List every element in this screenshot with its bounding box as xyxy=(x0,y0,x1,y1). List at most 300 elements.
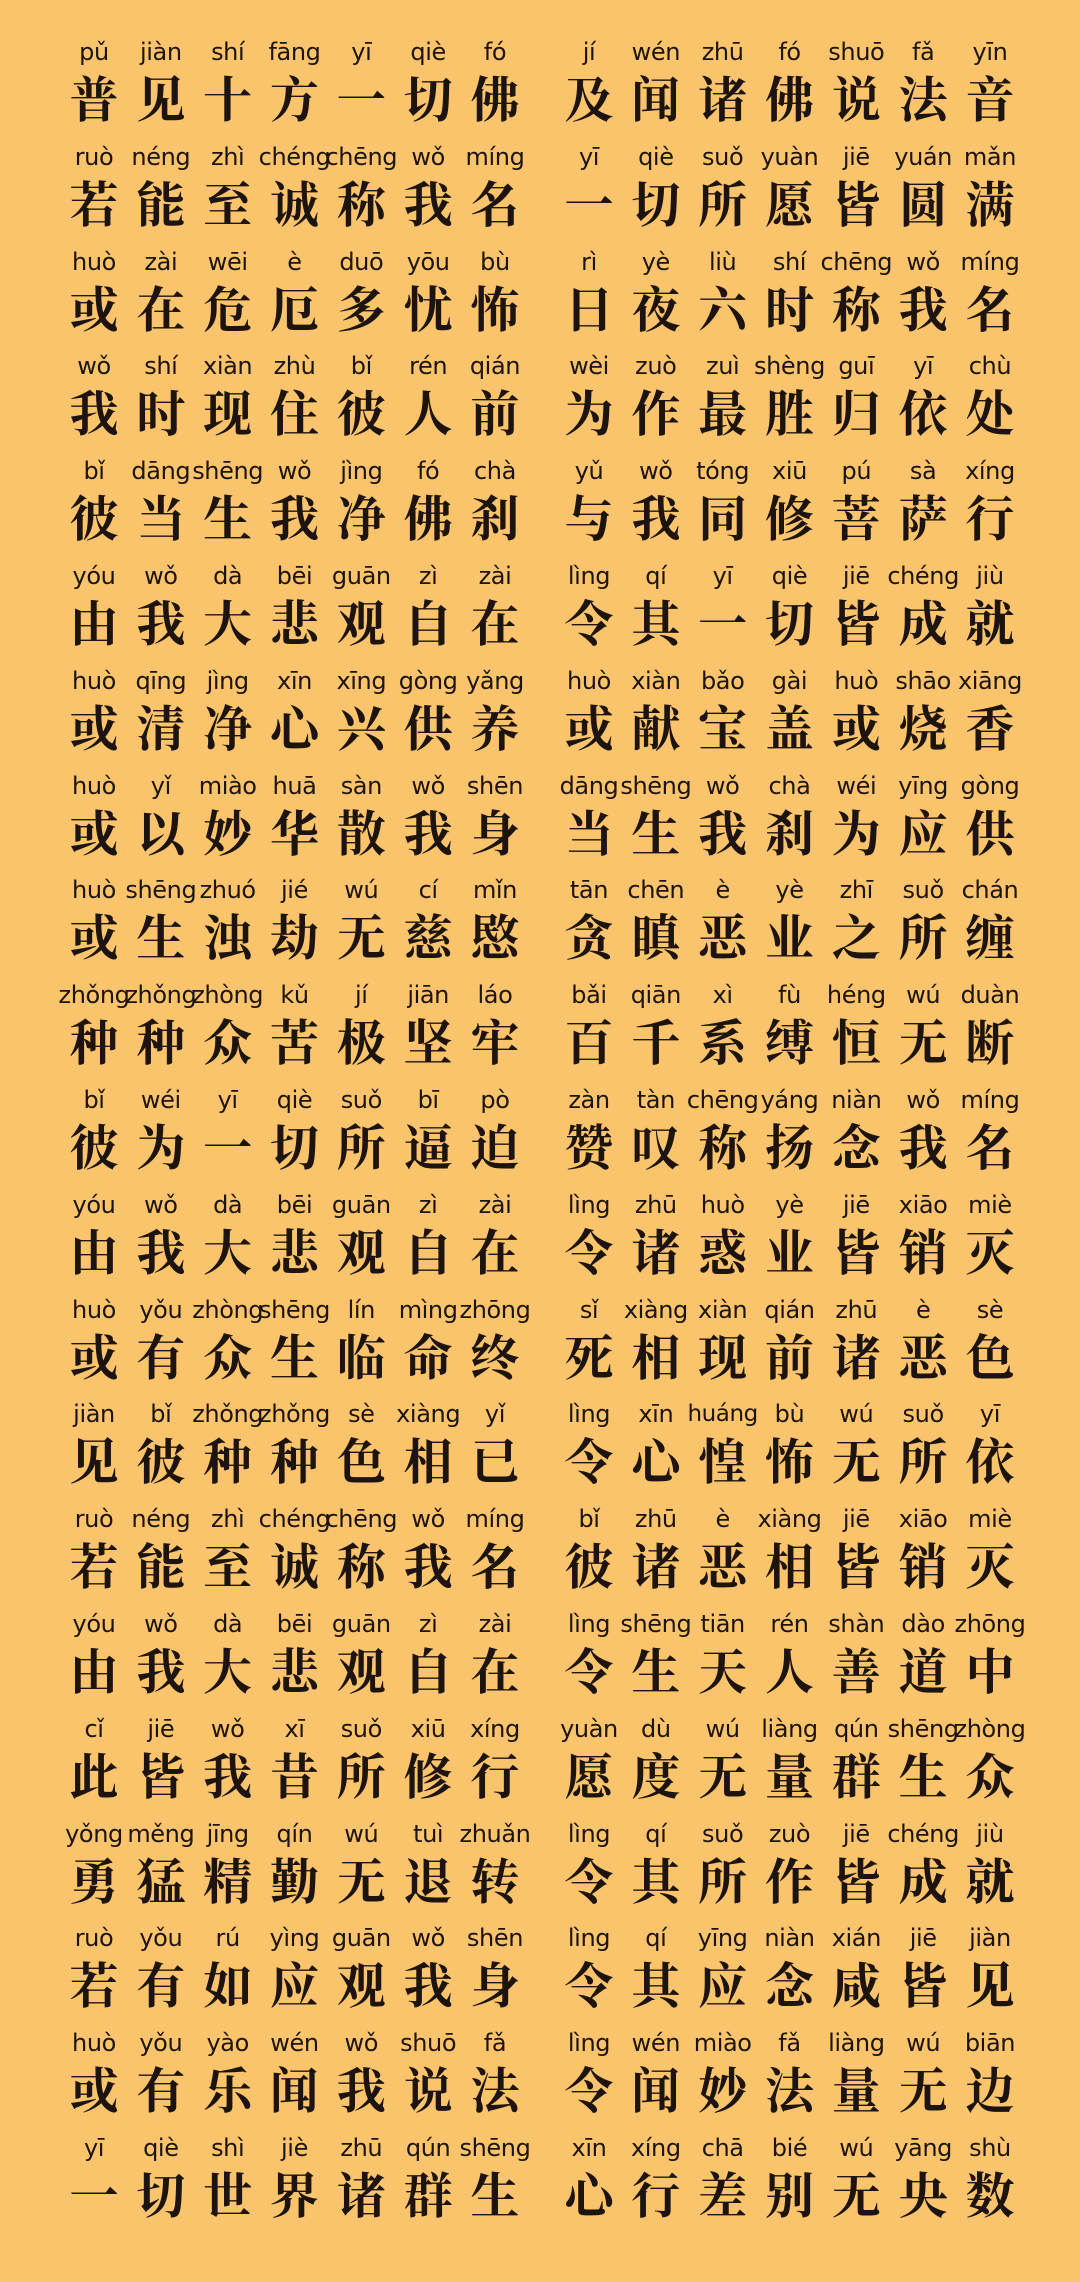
character-cell xyxy=(687,1397,758,1502)
verse-row xyxy=(0,1607,1080,1712)
hanzi-character: 扬 xyxy=(764,1109,814,1180)
pinyin-text: mǐn xyxy=(472,876,517,905)
hanzi-character: 在 xyxy=(136,271,186,342)
character-cell xyxy=(463,1188,527,1293)
pinyin-text: zhòng xyxy=(192,1295,264,1324)
pinyin-text: yī xyxy=(83,2133,105,2162)
verse-left xyxy=(62,1502,527,1607)
character-cell xyxy=(891,769,955,874)
pinyin-text: sǐ xyxy=(579,1295,599,1324)
character-cell xyxy=(824,664,888,769)
hanzi-character: 心 xyxy=(631,1424,681,1495)
hanzi-character: 我 xyxy=(136,1633,186,1704)
pinyin-text: qiè xyxy=(771,561,808,590)
character-cell xyxy=(196,245,260,350)
pinyin-text: zhuó xyxy=(199,876,256,905)
character-cell xyxy=(262,2131,326,2236)
pinyin-text: zuò xyxy=(768,1819,811,1848)
hanzi-character: 身 xyxy=(470,795,520,866)
character-cell xyxy=(891,1293,955,1398)
character-cell xyxy=(396,1293,460,1398)
pinyin-text: bǐ xyxy=(578,1505,600,1534)
pinyin-text: chéng xyxy=(258,142,331,171)
character-cell xyxy=(624,1921,688,2026)
hanzi-character: 贪 xyxy=(564,900,614,971)
hanzi-character: 彼 xyxy=(69,1109,119,1180)
hanzi-character: 修 xyxy=(403,1738,453,1809)
hanzi-character: 清 xyxy=(136,690,186,761)
pinyin-text: yī xyxy=(913,352,934,381)
hanzi-character: 作 xyxy=(631,376,681,447)
pinyin-text: sà xyxy=(909,457,937,486)
pinyin-text: qiè xyxy=(143,2133,179,2162)
hanzi-character: 猛 xyxy=(136,1843,186,1914)
hanzi-character: 边 xyxy=(965,2053,1015,2124)
pinyin-text: shēng xyxy=(620,771,692,800)
hanzi-character: 灭 xyxy=(965,1214,1015,1285)
verse-right xyxy=(557,454,1022,559)
character-cell xyxy=(824,978,888,1083)
hanzi-character: 佛 xyxy=(764,62,814,132)
character-cell xyxy=(259,1397,330,1502)
pinyin-text: tóng xyxy=(696,457,750,486)
hanzi-character: 说 xyxy=(831,62,881,132)
pinyin-text: guān xyxy=(331,1609,391,1638)
hanzi-character: 切 xyxy=(136,2157,186,2228)
character-cell xyxy=(624,559,688,664)
hanzi-character: 自 xyxy=(403,585,453,656)
pinyin-text: jiē xyxy=(842,1190,870,1219)
hanzi-character: 别 xyxy=(764,2157,814,2228)
character-cell xyxy=(463,35,527,140)
hanzi-character: 念 xyxy=(764,1948,814,2019)
pinyin-text: huò xyxy=(72,2029,116,2058)
pinyin-text: wǒ xyxy=(144,561,178,590)
hanzi-character: 如 xyxy=(203,1948,253,2019)
hanzi-character: 至 xyxy=(203,1529,253,1600)
character-cell xyxy=(196,1188,260,1293)
hanzi-character: 相 xyxy=(403,1424,453,1495)
character-cell xyxy=(557,454,621,559)
pinyin-text: jí xyxy=(355,981,368,1010)
hanzi-character: 叹 xyxy=(631,1109,681,1180)
character-cell xyxy=(196,349,260,454)
character-cell xyxy=(620,769,692,874)
character-cell xyxy=(824,1607,888,1712)
pinyin-text: shuō xyxy=(400,2029,457,2058)
character-cell xyxy=(396,2026,460,2131)
hanzi-character: 皆 xyxy=(831,1214,881,1285)
character-cell xyxy=(824,1188,888,1293)
character-cell xyxy=(329,2131,393,2236)
hanzi-character: 盖 xyxy=(764,690,814,761)
character-cell xyxy=(757,140,821,245)
character-cell xyxy=(129,454,193,559)
pinyin-text: bēi xyxy=(276,561,313,590)
pinyin-text: chēng xyxy=(686,1085,759,1114)
character-cell xyxy=(325,140,398,245)
character-cell xyxy=(463,978,527,1083)
hanzi-character: 供 xyxy=(403,690,453,761)
hanzi-character: 恒 xyxy=(831,1005,881,1076)
character-cell xyxy=(624,349,688,454)
character-cell xyxy=(757,769,821,874)
character-cell xyxy=(824,1293,888,1398)
hanzi-character: 其 xyxy=(631,585,681,656)
verse-left xyxy=(62,1293,531,1398)
pinyin-text: tuì xyxy=(413,1819,444,1848)
character-cell xyxy=(691,873,755,978)
pinyin-text: shēn xyxy=(466,771,524,800)
hanzi-character: 所 xyxy=(336,1109,386,1180)
verse-right xyxy=(557,245,1022,350)
hanzi-character: 生 xyxy=(898,1738,948,1809)
character-cell xyxy=(891,978,955,1083)
character-cell xyxy=(557,1921,621,2026)
pinyin-text: zài xyxy=(478,1190,512,1219)
pinyin-text: shí xyxy=(211,38,245,66)
pinyin-text: qún xyxy=(405,2133,451,2162)
character-cell xyxy=(329,873,393,978)
hanzi-character: 相 xyxy=(764,1529,814,1600)
pinyin-text: pú xyxy=(841,457,872,486)
hanzi-character: 缠 xyxy=(965,900,1015,971)
character-cell xyxy=(62,1502,126,1607)
pinyin-text: jí xyxy=(582,38,596,66)
character-cell xyxy=(824,559,888,664)
hanzi-character: 音 xyxy=(965,62,1015,132)
pinyin-text: xiàn xyxy=(203,352,253,381)
character-cell xyxy=(891,1921,955,2026)
pinyin-text: huò xyxy=(72,771,116,800)
hanzi-character: 在 xyxy=(470,585,520,656)
pinyin-text: qí xyxy=(645,561,667,590)
character-cell xyxy=(125,978,197,1083)
character-cell xyxy=(396,1188,460,1293)
pinyin-text: zài xyxy=(478,1609,512,1638)
character-cell xyxy=(396,1921,460,2026)
pinyin-text: liàng xyxy=(828,2029,885,2058)
hanzi-character: 临 xyxy=(336,1319,386,1390)
hanzi-character: 日 xyxy=(564,271,614,342)
character-cell xyxy=(459,2131,531,2236)
pinyin-text: yī xyxy=(578,142,600,171)
pinyin-text: yī xyxy=(979,1400,1000,1429)
pinyin-text: shēng xyxy=(259,1295,330,1324)
character-cell xyxy=(62,35,126,140)
character-cell xyxy=(754,349,825,454)
character-cell xyxy=(887,1817,959,1922)
character-cell xyxy=(891,245,955,350)
pinyin-text: huò xyxy=(700,1190,745,1219)
hanzi-character: 菩 xyxy=(831,481,881,552)
hanzi-character: 烧 xyxy=(898,690,948,761)
character-cell xyxy=(463,2026,527,2131)
hanzi-character: 人 xyxy=(403,376,453,447)
character-cell xyxy=(757,35,821,140)
hanzi-character: 种 xyxy=(136,1005,186,1076)
verse-right xyxy=(557,2131,1022,2236)
hanzi-character: 一 xyxy=(336,62,386,132)
pinyin-text: guān xyxy=(331,1190,391,1219)
character-cell xyxy=(329,1083,393,1188)
character-cell xyxy=(891,454,955,559)
pinyin-text: xiàng xyxy=(757,1505,822,1534)
pinyin-text: zhì xyxy=(211,142,245,171)
hanzi-character: 乐 xyxy=(203,2053,253,2124)
hanzi-character: 终 xyxy=(470,1319,520,1390)
character-cell xyxy=(824,2131,888,2236)
pinyin-text: liàng xyxy=(761,1714,818,1743)
character-cell xyxy=(329,978,393,1083)
character-cell xyxy=(824,2026,888,2131)
pinyin-text: zuò xyxy=(635,352,677,381)
hanzi-character: 大 xyxy=(203,1214,253,1285)
character-cell xyxy=(396,1502,460,1607)
hanzi-character: 大 xyxy=(203,1633,253,1704)
pinyin-text: lìng xyxy=(567,1190,611,1219)
pinyin-text: suǒ xyxy=(702,142,744,171)
pinyin-text: rì xyxy=(581,247,597,276)
verse-right xyxy=(557,1817,1022,1922)
verse-row xyxy=(0,1083,1080,1188)
verse-right xyxy=(557,559,1022,664)
character-cell xyxy=(192,1293,264,1398)
hanzi-character: 其 xyxy=(631,1843,681,1914)
character-cell xyxy=(129,349,193,454)
pinyin-text: yè xyxy=(641,247,670,276)
hanzi-character: 转 xyxy=(470,1843,520,1914)
character-cell xyxy=(624,1188,688,1293)
character-cell xyxy=(129,1502,193,1607)
character-cell xyxy=(891,2131,955,2236)
character-cell xyxy=(262,1712,326,1817)
character-cell xyxy=(958,2131,1022,2236)
hanzi-character: 妙 xyxy=(203,795,253,866)
pinyin-text: xīn xyxy=(277,666,312,695)
pinyin-text: shāo xyxy=(895,666,951,695)
pinyin-text: ruò xyxy=(74,1505,114,1534)
pinyin-text: chēng xyxy=(325,1505,398,1534)
pinyin-text: cí xyxy=(418,876,438,905)
pinyin-text: dà xyxy=(213,1190,243,1219)
verse-left xyxy=(62,559,527,664)
hanzi-character: 若 xyxy=(69,1948,119,2019)
pinyin-text: shù xyxy=(969,2133,1011,2162)
verse-row xyxy=(0,1188,1080,1293)
pinyin-text: yǒu xyxy=(139,2029,183,2058)
hanzi-character: 皆 xyxy=(831,166,881,237)
verse-left xyxy=(62,2131,531,2236)
pinyin-text: shì xyxy=(211,2133,245,2162)
character-cell xyxy=(557,349,621,454)
hanzi-character: 至 xyxy=(203,166,253,237)
verse-left xyxy=(62,769,527,874)
verse-row xyxy=(0,1712,1080,1817)
character-cell xyxy=(459,1817,531,1922)
pinyin-text: huò xyxy=(72,1295,116,1324)
hanzi-character: 应 xyxy=(698,1948,748,2019)
character-cell xyxy=(824,1712,888,1817)
hanzi-character: 彼 xyxy=(336,376,386,447)
verse-row xyxy=(0,664,1080,769)
pinyin-text: chà xyxy=(768,771,811,800)
hanzi-character: 天 xyxy=(698,1633,748,1704)
verse-right xyxy=(557,1397,1022,1502)
verse-right xyxy=(557,978,1022,1083)
hanzi-character: 极 xyxy=(336,1005,386,1076)
pinyin-text: xiàn xyxy=(631,666,681,695)
hanzi-character: 群 xyxy=(403,2157,453,2228)
pinyin-text: xíng xyxy=(965,457,1015,486)
character-cell xyxy=(463,1397,527,1502)
pinyin-text: míng xyxy=(465,142,525,171)
pinyin-text: wǒ xyxy=(639,457,673,486)
hanzi-character: 逼 xyxy=(403,1109,453,1180)
pinyin-text: yuàn xyxy=(760,142,819,171)
pinyin-text: wéi xyxy=(836,771,877,800)
pinyin-text: zhǒng xyxy=(259,1400,330,1429)
pinyin-text: wǒ xyxy=(906,1085,940,1114)
hanzi-character: 自 xyxy=(403,1214,453,1285)
character-cell xyxy=(262,1817,326,1922)
verse-row xyxy=(0,2026,1080,2131)
pinyin-text: fāng xyxy=(268,38,321,66)
character-cell xyxy=(557,978,621,1083)
pinyin-text: yuàn xyxy=(560,1714,618,1743)
character-cell xyxy=(396,454,460,559)
pinyin-text: shēng xyxy=(459,2133,531,2162)
hanzi-character: 若 xyxy=(69,166,119,237)
hanzi-character: 彼 xyxy=(564,1529,614,1600)
character-cell xyxy=(329,349,393,454)
hanzi-character: 所 xyxy=(898,900,948,971)
pinyin-text: zuì xyxy=(706,352,740,381)
pinyin-text: yóu xyxy=(72,1190,116,1219)
hanzi-character: 业 xyxy=(764,1214,814,1285)
character-cell xyxy=(196,559,260,664)
character-cell xyxy=(329,1188,393,1293)
hanzi-character: 我 xyxy=(269,481,319,552)
hanzi-character: 见 xyxy=(136,62,186,132)
pinyin-text: shēng xyxy=(192,457,264,486)
character-cell xyxy=(557,1502,621,1607)
character-cell xyxy=(958,559,1022,664)
character-cell xyxy=(463,873,527,978)
pinyin-text: guī xyxy=(838,352,875,381)
pinyin-text: shàn xyxy=(828,1609,885,1638)
pinyin-text: chán xyxy=(961,876,1019,905)
character-cell xyxy=(624,873,688,978)
pinyin-text: wén xyxy=(631,38,681,66)
character-cell xyxy=(192,454,264,559)
hanzi-character: 作 xyxy=(764,1843,814,1914)
hanzi-character: 与 xyxy=(564,481,614,552)
pinyin-text: è xyxy=(715,1505,730,1534)
hanzi-character: 由 xyxy=(69,585,119,656)
hanzi-character: 普 xyxy=(69,62,119,132)
character-cell xyxy=(958,1921,1022,2026)
pinyin-text: xīn xyxy=(638,1400,674,1429)
character-cell xyxy=(624,2026,688,2131)
hanzi-character: 一 xyxy=(203,1109,253,1180)
character-cell xyxy=(325,1502,398,1607)
pinyin-text: xiàng xyxy=(623,1295,688,1324)
character-cell xyxy=(958,664,1022,769)
hanzi-character: 住 xyxy=(269,376,319,447)
pinyin-text: láo xyxy=(477,981,513,1010)
hanzi-character: 无 xyxy=(831,2157,881,2228)
pinyin-text: chéng xyxy=(887,561,959,590)
pinyin-text: yī xyxy=(217,1085,238,1114)
character-cell xyxy=(396,769,460,874)
character-cell xyxy=(958,1293,1022,1398)
character-cell xyxy=(691,1188,755,1293)
character-cell xyxy=(824,1083,888,1188)
character-cell xyxy=(691,1502,755,1607)
hanzi-character: 就 xyxy=(965,585,1015,656)
pinyin-text: jiē xyxy=(842,142,870,171)
hanzi-character: 大 xyxy=(203,585,253,656)
hanzi-character: 差 xyxy=(698,2157,748,2228)
hanzi-character: 养 xyxy=(470,690,520,761)
hanzi-character: 生 xyxy=(136,900,186,971)
hanzi-character: 浊 xyxy=(203,900,253,971)
hanzi-character: 在 xyxy=(470,1214,520,1285)
pinyin-text: jiē xyxy=(842,1819,870,1848)
character-cell xyxy=(463,245,527,350)
hanzi-character: 恶 xyxy=(698,1529,748,1600)
pinyin-text: wǒ xyxy=(906,247,940,276)
character-cell xyxy=(329,664,393,769)
pinyin-text: shēng xyxy=(887,1714,959,1743)
hanzi-character: 法 xyxy=(898,62,948,132)
hanzi-character: 六 xyxy=(698,271,748,342)
hanzi-character: 能 xyxy=(136,166,186,237)
hanzi-character: 皆 xyxy=(831,585,881,656)
hanzi-character: 依 xyxy=(965,1424,1015,1495)
character-cell xyxy=(129,245,193,350)
pinyin-text: yǒu xyxy=(139,1924,183,1953)
hanzi-character: 悲 xyxy=(269,1633,319,1704)
verse-right xyxy=(557,2026,1022,2131)
character-cell xyxy=(757,2026,821,2131)
pinyin-text: yīng xyxy=(697,1924,748,1953)
character-cell xyxy=(824,140,888,245)
character-cell xyxy=(691,454,755,559)
character-cell xyxy=(891,664,955,769)
character-cell xyxy=(62,1188,126,1293)
pinyin-text: wǒ xyxy=(705,771,740,800)
hanzi-character: 诸 xyxy=(831,1319,881,1390)
hanzi-character: 悲 xyxy=(269,585,319,656)
hanzi-character: 怖 xyxy=(764,1424,814,1495)
character-cell xyxy=(262,769,326,874)
character-cell xyxy=(62,1921,126,2026)
character-cell xyxy=(129,1607,193,1712)
hanzi-character: 若 xyxy=(69,1529,119,1600)
character-cell xyxy=(691,1921,755,2026)
verse-left xyxy=(62,1188,527,1293)
pinyin-text: xī xyxy=(284,1714,305,1743)
hanzi-character: 归 xyxy=(831,376,881,447)
pinyin-text: yǒu xyxy=(139,1295,183,1324)
hanzi-character: 坚 xyxy=(403,1005,453,1076)
hanzi-character: 法 xyxy=(764,2053,814,2124)
character-cell xyxy=(887,1712,959,1817)
hanzi-character: 数 xyxy=(965,2157,1015,2228)
verse-right xyxy=(557,1712,1026,1817)
